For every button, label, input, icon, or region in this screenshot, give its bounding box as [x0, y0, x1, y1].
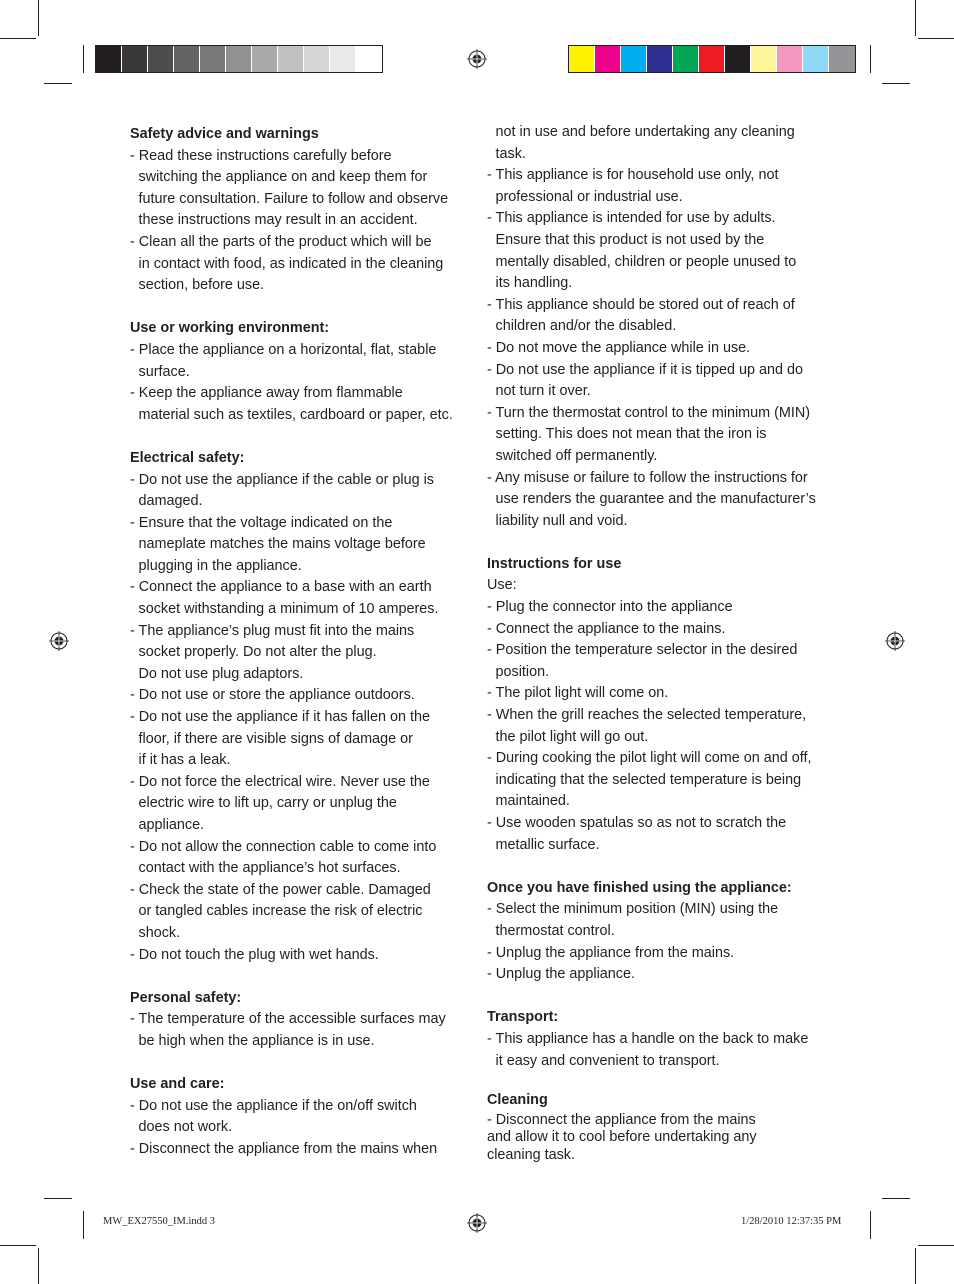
list-item-line: socket properly. Do not alter the plug. [138, 644, 377, 661]
cleaning-line: cleaning task. [487, 1146, 575, 1163]
list-item-line: these instructions may result in an accident. [138, 212, 418, 229]
list-item-line: not in use and before undertaking any cleaning [495, 124, 795, 140]
list-item-line: - Do not force the electrical wire. Never use the [130, 773, 430, 790]
list-item [130, 1096, 475, 1139]
list-item-line: mentally disabled, children or people unused to [495, 253, 797, 270]
grayscale-color-bar [95, 45, 383, 73]
list-item-line: indicating that the selected temperature is being [495, 771, 802, 788]
section-care [130, 1074, 475, 1160]
list-item-line: use renders the guarantee and the manufacturer’s [495, 491, 816, 508]
list-item-line: - The temperature of the accessible surfaces may [130, 1011, 446, 1028]
section-heading: Electrical safety: [130, 449, 245, 466]
list-item [130, 577, 475, 620]
list-item-line: contact with the appliance’s hot surfaces. [138, 860, 401, 877]
crop-mark [918, 38, 954, 39]
list-item-line: - The appliance’s plug must fit into the mains [130, 622, 415, 639]
list-item [487, 899, 837, 942]
list-item-line: appliance. [138, 817, 205, 833]
list-item-line: - Do not allow the connection cable to come into [130, 838, 437, 855]
list-item-line: - Clean all the parts of the product which will be [130, 233, 432, 250]
list-item-line: maintained. [495, 793, 570, 810]
crop-mark [0, 1245, 36, 1246]
list-item [487, 295, 837, 338]
list-item [487, 122, 837, 165]
list-item-line: - The pilot light will come on. [487, 685, 669, 702]
list-item [130, 340, 475, 383]
list-item-line: - Do not use the appliance if it has fallen on the [130, 709, 430, 726]
list-item [487, 208, 837, 294]
list-item [487, 943, 837, 965]
crop-mark [915, 0, 916, 36]
list-item-line: socket withstanding a minimum of 10 amperes. [138, 601, 439, 618]
list-item-line: - This appliance is for household use only, not [487, 167, 779, 184]
list-item [487, 705, 837, 748]
color-swatch [122, 46, 148, 72]
list-item [487, 748, 837, 813]
list-item [130, 945, 475, 967]
list-item-line: future consultation. Failure to follow and observe [138, 190, 449, 207]
color-swatch [621, 46, 647, 72]
list-item [487, 964, 837, 986]
list-item-line: Ensure that this product is not used by the [495, 231, 765, 248]
list-item-line: be high when the appliance is in use. [138, 1032, 375, 1049]
color-swatch [252, 46, 278, 72]
list-item-line: - Do not use the appliance if the on/off switch [130, 1097, 417, 1114]
list-item [130, 707, 475, 772]
crop-mark [915, 1248, 916, 1284]
crop-mark [882, 83, 910, 84]
list-item [130, 1139, 475, 1161]
color-swatch [777, 46, 803, 72]
list-item [130, 232, 475, 297]
crop-mark [44, 1198, 72, 1199]
registration-mark-icon [49, 631, 69, 651]
list-item [487, 338, 837, 360]
list-item-line: task. [495, 145, 526, 162]
color-swatch [330, 46, 356, 72]
list-item [487, 403, 837, 468]
list-item-line: material such as textiles, cardboard or paper, etc. [138, 406, 453, 423]
list-item-line: setting. This does not mean that the iron is [495, 426, 767, 443]
list-item [487, 640, 837, 683]
color-swatch [96, 46, 122, 72]
color-swatch [647, 46, 673, 72]
list-item-line: electric wire to lift up, carry or unplug the [138, 795, 397, 812]
list-item [487, 619, 837, 641]
list-item-line: or tangled cables increase the risk of electric [138, 903, 423, 920]
list-item-line: Do not use plug adaptors. [138, 665, 304, 682]
list-item-line: - Read these instructions carefully before [130, 147, 392, 164]
list-item [487, 683, 837, 705]
section-heading: Cleaning [487, 1092, 548, 1109]
section-instructions [487, 554, 837, 856]
list-item-line: - Connect the appliance to a base with an earth [130, 579, 432, 596]
list-item-line: not turn it over. [495, 383, 591, 400]
list-item-line: - Disconnect the appliance from the mains when [130, 1140, 438, 1157]
color-swatch [226, 46, 252, 72]
list-item-line: professional or industrial use. [495, 188, 683, 205]
color-swatch [595, 46, 621, 72]
list-item-line: it easy and convenient to transport. [495, 1052, 720, 1069]
list-item-line: damaged. [138, 493, 203, 510]
color-swatch [148, 46, 174, 72]
section-cleaning [487, 1090, 837, 1164]
list-item-line: - Use wooden spatulas so as not to scratch the [487, 815, 787, 831]
list-item-line: - Do not use the appliance if the cable or plug is [130, 471, 434, 488]
crop-mark [870, 45, 871, 73]
color-swatch [699, 46, 725, 72]
left-column [130, 124, 475, 1161]
list-item-line: plugging in the appliance. [138, 557, 302, 574]
list-item-line: - This appliance is intended for use by adults. [487, 210, 776, 227]
section-finished [487, 878, 837, 986]
list-item-line: switching the appliance on and keep them for [138, 169, 428, 186]
list-item [130, 685, 475, 707]
list-item [487, 1029, 837, 1072]
color-swatch [200, 46, 226, 72]
list-item-line: - Do not touch the plug with wet hands. [130, 946, 379, 963]
color-swatch [304, 46, 330, 72]
color-swatch [725, 46, 751, 72]
section-heading: Safety advice and warnings [130, 126, 319, 142]
list-item-line: - Do not move the appliance while in use. [487, 339, 751, 356]
list-item [487, 165, 837, 208]
list-item-line: section, before use. [138, 277, 265, 294]
list-item [130, 383, 475, 426]
section-subheading: Use: [487, 577, 517, 594]
list-item-line: - Plug the connector into the appliance [487, 599, 733, 616]
cleaning-line: - Disconnect the appliance from the mains [487, 1111, 756, 1128]
list-item-line: - Ensure that the voltage indicated on the [130, 514, 393, 531]
list-item-line: switched off permanently. [495, 447, 658, 464]
crop-mark [44, 83, 72, 84]
registration-mark-icon [467, 49, 487, 69]
crop-mark [882, 1198, 910, 1199]
color-swatch [673, 46, 699, 72]
list-item-line: - Connect the appliance to the mains. [487, 620, 726, 637]
list-item-line: floor, if there are visible signs of damage or [138, 730, 413, 747]
right-column [487, 122, 837, 1164]
list-item [487, 468, 837, 533]
crop-mark [918, 1245, 954, 1246]
list-item-line: - Keep the appliance away from flammable [130, 385, 403, 402]
list-item-line: in contact with food, as indicated in the cleaning [138, 255, 444, 272]
crop-mark [38, 0, 39, 36]
section-continued [487, 122, 837, 532]
list-item-line: - Check the state of the power cable. Damaged [130, 881, 431, 898]
list-item-line: - Unplug the appliance from the mains. [487, 944, 735, 961]
list-item [130, 146, 475, 232]
section-heading: Instructions for use [487, 555, 622, 572]
color-swatch [278, 46, 304, 72]
section-personal [130, 988, 475, 1053]
list-item-line: surface. [138, 363, 190, 380]
crop-mark [0, 38, 36, 39]
list-item-line: - Unplug the appliance. [487, 966, 636, 983]
list-item [130, 837, 475, 880]
list-item-line: - This appliance should be stored out of reach of [487, 296, 795, 313]
file-slug: MW_EX27550_IM.indd 3 [103, 1216, 215, 1227]
list-item-line: - Any misuse or failure to follow the instructions for [487, 469, 808, 486]
section-heading: Once you have finished using the appliance: [487, 879, 792, 896]
section-electrical [130, 448, 475, 966]
list-item-line: position. [495, 663, 550, 680]
section-heading: Use or working environment: [130, 320, 330, 337]
crop-mark [38, 1248, 39, 1284]
color-swatch [174, 46, 200, 72]
list-item-line: - Do not use or store the appliance outdoors. [130, 687, 415, 704]
list-item-line: shock. [138, 924, 181, 941]
color-swatch [751, 46, 777, 72]
date-slug: 1/28/2010 12:37:35 PM [741, 1216, 842, 1227]
registration-mark-icon [467, 1213, 487, 1233]
color-swatch [829, 46, 855, 72]
crop-mark [83, 45, 84, 73]
list-item-line: metallic surface. [495, 836, 600, 853]
list-item-line: nameplate matches the mains voltage before [138, 536, 426, 553]
process-color-bar [568, 45, 856, 73]
cleaning-line: and allow it to cool before undertaking any [487, 1129, 757, 1146]
list-item-line: - Turn the thermostat control to the minimum (MIN) [487, 404, 811, 421]
list-item-line: the pilot light will go out. [495, 728, 649, 745]
list-item [130, 470, 475, 513]
registration-mark-icon [885, 631, 905, 651]
list-item [130, 772, 475, 837]
section-heading: Transport: [487, 1009, 559, 1026]
list-item-line: its handling. [495, 275, 573, 292]
list-item [487, 360, 837, 403]
color-swatch [803, 46, 829, 72]
color-swatch [569, 46, 595, 72]
section-environment [130, 318, 475, 426]
list-item-line: - During cooking the pilot light will come on and off, [487, 750, 812, 767]
list-item-line: children and/or the disabled. [495, 318, 677, 335]
list-item [130, 513, 475, 578]
list-item-line: - Position the temperature selector in the desired [487, 642, 798, 659]
list-item-line: if it has a leak. [138, 752, 231, 769]
section-safety [130, 124, 475, 297]
list-item-line: - Do not use the appliance if it is tipped up and do [487, 361, 804, 378]
crop-mark [83, 1211, 84, 1239]
list-item-line: - Select the minimum position (MIN) using the [487, 901, 779, 918]
list-item [130, 880, 475, 945]
color-swatch [356, 46, 382, 72]
section-transport [487, 1007, 837, 1072]
crop-mark [870, 1211, 871, 1239]
section-heading: Use and care: [130, 1076, 225, 1093]
list-item-line: - When the grill reaches the selected temperature, [487, 707, 807, 724]
list-item-line: - This appliance has a handle on the back to make [487, 1030, 809, 1047]
list-item [130, 1009, 475, 1052]
list-item-line: liability null and void. [495, 512, 628, 529]
section-heading: Personal safety: [130, 989, 242, 1006]
list-item-line: does not work. [138, 1119, 233, 1136]
list-item [130, 621, 475, 686]
list-item [487, 813, 837, 856]
list-item [487, 597, 837, 619]
list-item-line: thermostat control. [495, 922, 615, 939]
list-item-line: - Place the appliance on a horizontal, flat, stable [130, 341, 437, 358]
